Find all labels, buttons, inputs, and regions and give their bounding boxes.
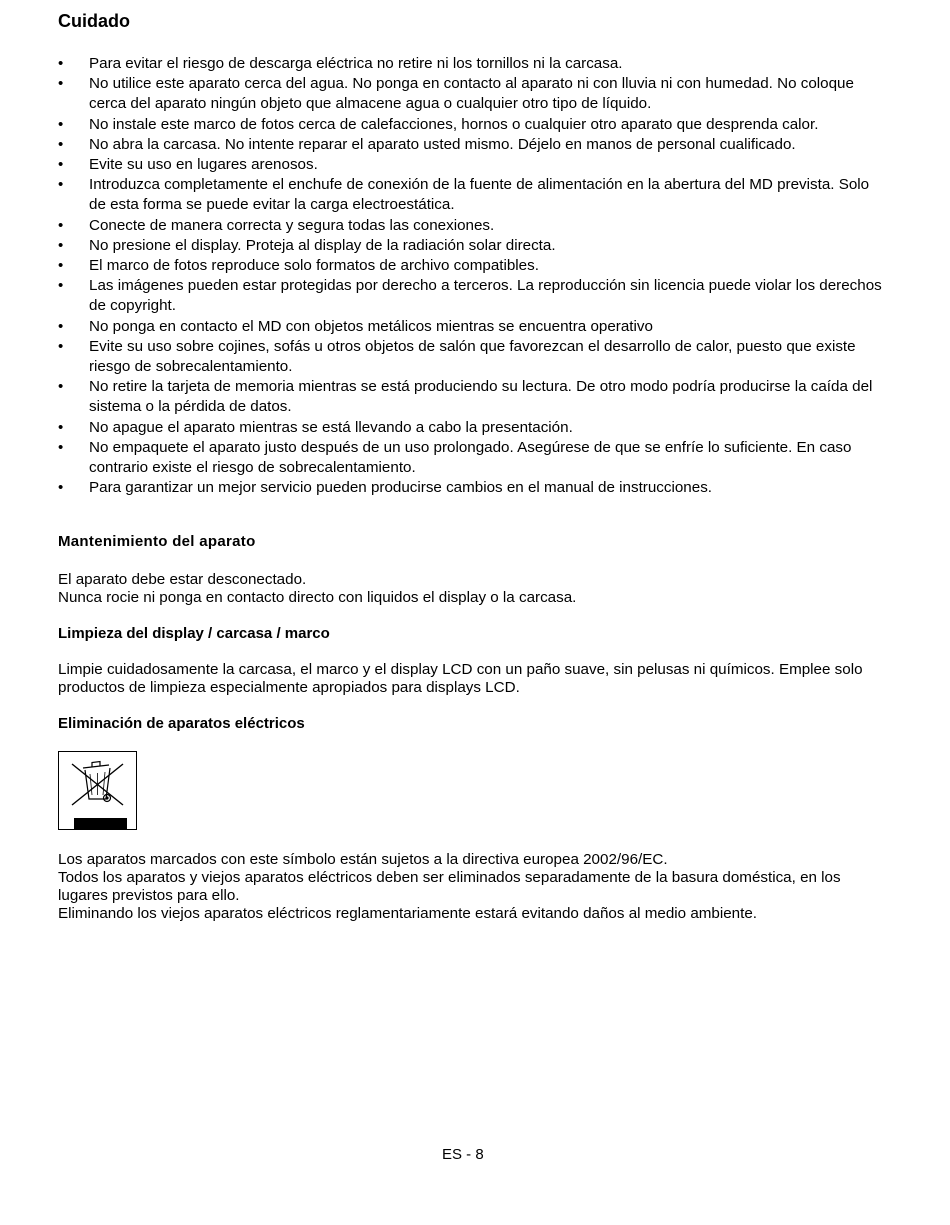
care-item-text: No presione el display. Proteja al display de la radiación solar directa. — [89, 236, 556, 254]
cleaning-title: Limpieza del display / carcasa / marco — [58, 625, 330, 642]
care-item-9 — [58, 256, 888, 276]
care-item-8 — [58, 236, 888, 256]
disposal-line-1: Los aparatos marcados con este símbolo están sujetos a la directiva europea 2002/96/EC. — [58, 851, 668, 868]
bullet-icon: • — [58, 135, 64, 153]
disposal-title: Eliminación de aparatos eléctricos — [58, 715, 305, 732]
care-item-text: Para evitar el riesgo de descarga eléctrica no retire ni los tornillos ni la carcasa. — [89, 55, 623, 72]
care-item-text: No apague el aparato mientras se está llevando a cabo la presentación. — [89, 418, 573, 436]
bullet-icon: • — [58, 337, 64, 355]
bullet-icon: • — [58, 216, 64, 234]
care-item-14 — [58, 418, 888, 438]
bullet-icon: • — [58, 236, 64, 254]
care-list — [58, 54, 888, 498]
maintenance-title: Mantenimiento del aparato — [58, 533, 256, 550]
bullet-icon: • — [58, 277, 64, 295]
page-number: ES - 8 — [442, 1146, 484, 1163]
disposal-line-3: Eliminando los viejos aparatos eléctricos reglamentariamente estará evitando daños al medio ambiente. — [58, 905, 758, 922]
care-item-2 — [58, 74, 888, 114]
care-item-text: El marco de fotos reproduce solo formatos de archivo compatibles. — [89, 257, 539, 275]
bullet-icon: • — [58, 317, 64, 335]
disposal-line-2: Todos los aparatos y viejos aparatos eléctricos deben ser eliminados separadamente de la basura doméstica, en los lugares previstos para ello. — [58, 869, 841, 905]
care-item-text: No empaquete el aparato justo después de un uso prolongado. Asegúrese de que se enfríe lo suficiente. En caso contrario existe el riesgo de sobrecalentamiento. — [89, 438, 852, 477]
care-item-16 — [58, 478, 888, 498]
bullet-icon: • — [58, 438, 64, 456]
care-item-text: No abra la carcasa. No intente reparar el aparato usted mismo. Déjelo en manos de personal cualificado. — [89, 135, 796, 153]
care-item-13 — [58, 377, 888, 417]
care-item-text: No instale este marco de fotos cerca de calefacciones, hornos o cualquier otro aparato que desprenda calor. — [89, 115, 819, 133]
bullet-icon: • — [58, 75, 64, 93]
care-title: Cuidado — [58, 11, 130, 31]
bullet-icon: • — [58, 115, 64, 133]
bullet-icon: • — [58, 479, 64, 497]
care-item-text: No ponga en contacto el MD con objetos metálicos mientras se encuentra operativo — [89, 317, 653, 335]
care-item-15 — [58, 438, 888, 478]
bullet-icon: • — [58, 418, 64, 436]
care-item-text: No utilice este aparato cerca del agua. No ponga en contacto al aparato ni con lluvia ni con humedad. No coloque cerca del aparato ningún objeto que almacene agua o cualquier otro tipo de líquido. — [89, 75, 854, 113]
bullet-icon: • — [58, 378, 64, 396]
care-item-1 — [58, 54, 888, 74]
care-item-10 — [58, 276, 888, 316]
care-item-text: Conecte de manera correcta y segura todas las conexiones. — [89, 216, 495, 234]
care-item-text: Evite su uso en lugares arenosos. — [89, 156, 318, 174]
care-item-6 — [58, 175, 888, 215]
care-item-text: Para garantizar un mejor servicio pueden producirse cambios en el manual de instrucciones. — [89, 479, 713, 497]
care-item-text: No retire la tarjeta de memoria mientras se está produciendo su lectura. De otro modo podría producirse la caída del sistema o la pérdida de datos. — [89, 378, 873, 416]
weee-crossed-bin-icon — [58, 751, 137, 830]
bullet-icon: • — [58, 257, 64, 275]
care-item-4 — [58, 135, 888, 155]
care-item-5 — [58, 155, 888, 175]
care-item-12 — [58, 337, 888, 377]
care-item-3 — [58, 115, 888, 135]
care-item-text: Las imágenes pueden estar protegidas por derecho a terceros. La reproducción sin licencia puede violar los derechos de copyright. — [89, 277, 882, 315]
maintenance-line-2: Nunca rocie ni ponga en contacto directo con liquidos el display o la carcasa. — [58, 589, 577, 606]
care-item-text: Introduzca completamente el enchufe de conexión de la fuente de alimentación en la abertura del MD prevista. Solo de esta forma se puede evitar la carga electroestática. — [89, 176, 870, 214]
cleaning-text: Limpie cuidadosamente la carcasa, el marco y el display LCD con un paño suave, sin pelusas ni químicos. Emplee solo productos de limpieza especialmente apropiados para displays LCD. — [58, 661, 863, 697]
care-item-11 — [58, 317, 888, 337]
bullet-icon: • — [58, 156, 64, 174]
care-item-7 — [58, 216, 888, 236]
bullet-icon: • — [58, 176, 64, 194]
care-item-text: Evite su uso sobre cojines, sofás u otros objetos de salón que favorezcan el desarrollo de calor, puesto que existe riesgo de sobrecalentamiento. — [89, 337, 856, 376]
maintenance-line-1: El aparato debe estar desconectado. — [58, 571, 307, 588]
bullet-icon: • — [58, 55, 64, 72]
